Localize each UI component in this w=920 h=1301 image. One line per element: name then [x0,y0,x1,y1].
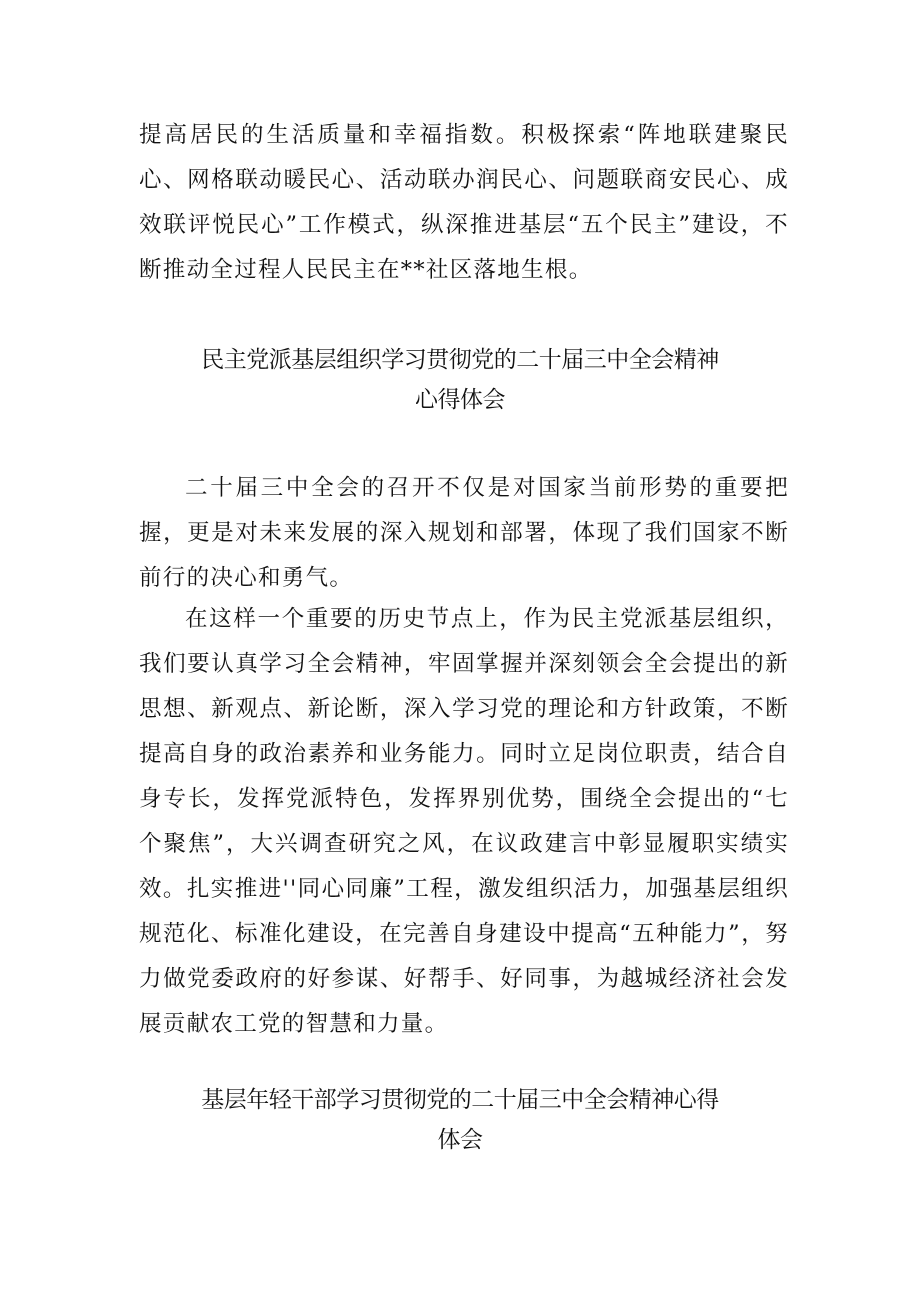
body-paragraph-continuation: 提高居民的生活质量和幸福指数。积极探索“阵地联建聚民心、网格联动暖民心、活动联办润民心、问题联商安民心、成效联评悦民心”工作模式，纵深推进基层“五个民主”建设，不断推动全过程人民民主在**社区落地生根。 [139,122,789,283]
section-title-young-cadres [100,1080,820,1160]
body-paragraph-plenum-significance: 二十届三中全会的召开不仅是对国家当前形势的重要把握，更是对未来发展的深入规划和部署，体现了我们国家不断前行的决心和勇气。 [139,475,789,591]
body-paragraph-grassroots-organization: 在这样一个重要的历史节点上，作为民主党派基层组织，我们要认真学习全会精神，牢固掌握并深刻领会全会提出的新思想、新观点、新论断，深入学习党的理论和方针政策，不断提高自身的政治素养和业务能力。同时立足岗位职责，结合自身专长，发挥党派特色，发挥界别优势，围绕全会提出的“七个聚焦”，大兴调查研究之风，在议政建言中彰显履职实绩实效。扎实推进''同心同廉”工程，激发组织活力，加强基层组织规范化、标准化建设，在完善自身建设中提高“五种能力”，努力做党委政府的好参谋、好帮手、好同事，为越城经济社会发展贡献农工党的智慧和力量。 [139,606,789,1037]
section-title-democratic-parties [100,340,820,420]
section-title-line-2: 心得体会 [415,387,505,413]
section-title-line-1: 基层年轻干部学习贯彻党的二十届三中全会精神心得 [201,1087,719,1113]
section-title-line-1: 民主党派基层组织学习贯彻党的二十届三中全会精神 [201,347,719,373]
section-title-line-2: 体会 [437,1127,483,1153]
